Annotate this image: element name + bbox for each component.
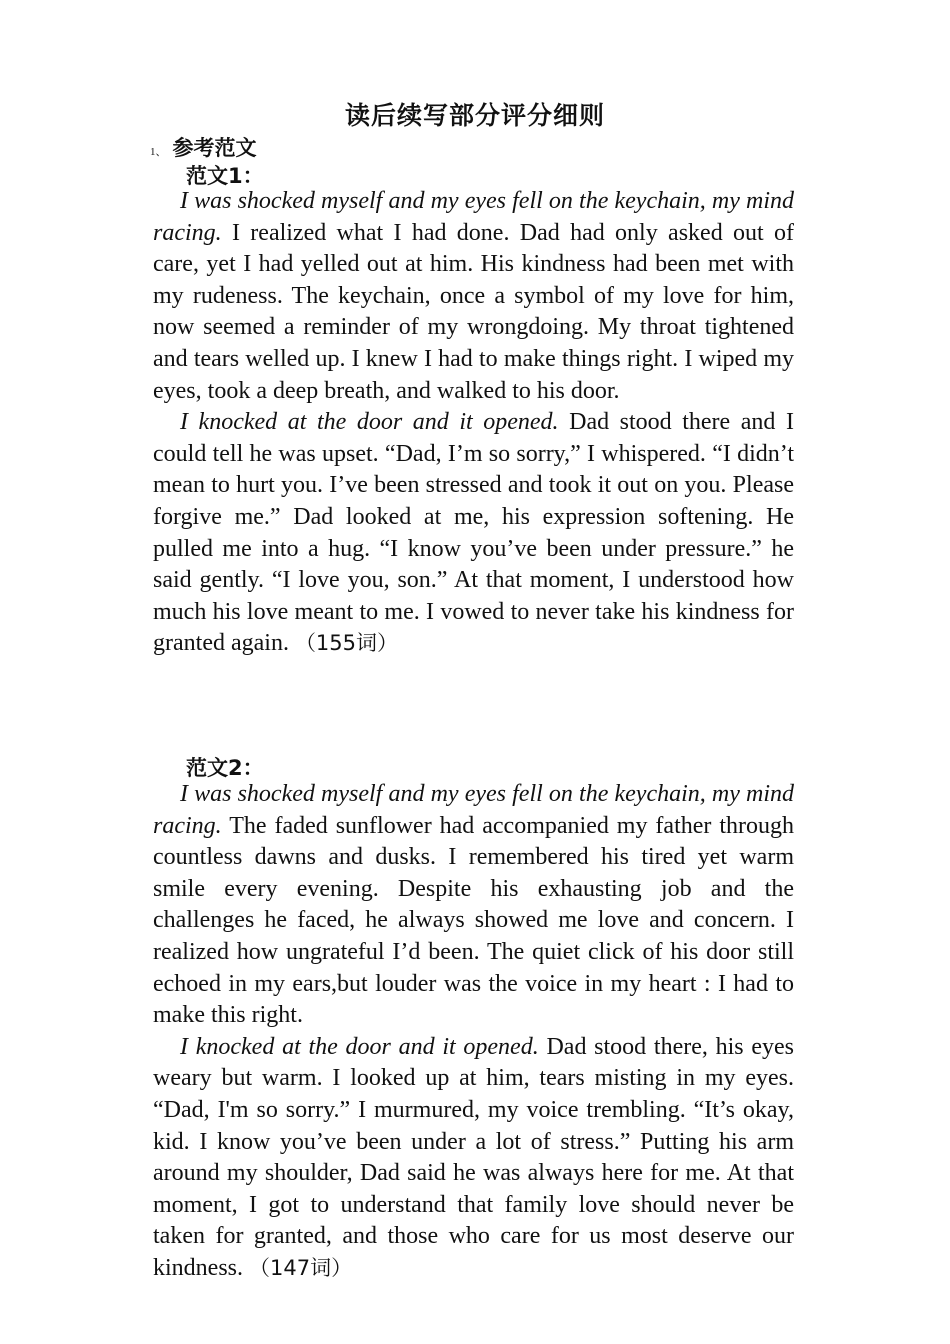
essay-2-paragraph-1-text: The faded sunflower had accompanied my father through countless dawns and dusks. I remembered his tired yet warm smile every evening. Despite his exhausting job and the challenges he faced, he always showed me love and concern. I realized how ungrateful I’d been. The quiet click of his door still echoed in my ears,but louder was the voice in my heart : I had to make this right. [153, 812, 794, 1029]
essay-2-paragraph-1-lead: I was shocked myself and my eyes fell on the keychain, my mind racing. [153, 781, 794, 839]
section-heading [150, 132, 257, 162]
section-heading-text: 参考范文 [172, 136, 257, 160]
essay-1-paragraph-2-lead: I knocked at the door and it opened. [180, 409, 559, 436]
essay-1-body [153, 186, 794, 660]
essay-1-label: 范文1： [186, 164, 264, 188]
essay-2-paragraph-2-lead: I knocked at the door and it opened. [180, 1033, 539, 1060]
essay-1-paragraph-1 [153, 186, 794, 407]
essay-2-paragraph-2-text: Dad stood there, his eyes weary but warm. I looked up at him, tears misting in my eyes. “Dad, I'm so sorry.” I murmured, my voice trembling. “It’s okay, kid. I know you’ve been under a lot of stress.” Putting his arm around my shoulder, Dad said he was always here for me. At that moment, I got to understand that family love should never be taken for granted, and those who care for us most deserve our kindness. [153, 1033, 794, 1281]
essay-1-word-count: （155词） [294, 631, 399, 656]
section-number: 1、 [150, 146, 167, 158]
essay-1-paragraph-1-lead: I was shocked myself and my eyes fell on the keychain, my mind racing. [153, 188, 794, 246]
essay-1-paragraph-2-text: Dad stood there and I could tell he was upset. “Dad, I’m so sorry,” I whispered. “I didn’t mean to hurt you. I’ve been stressed and took it out on you. Please forgive me.” Dad looked at me, his expression softening. He pulled me into a hug. “I know you’ve been under pressure.” he said gently. “I love you, son.” At that moment, I understood how much his love meant to me. I vowed to never take his kindness for granted again. [153, 409, 794, 657]
essay-2-body [153, 779, 794, 1285]
essay-2-paragraph-2 [153, 1032, 794, 1285]
essay-1-paragraph-1-text: I realized what I had done. Dad had only asked out of care, yet I had yelled out at him. His kindness had been met with my rudeness. The keychain, once a symbol of my love for him, now seemed a reminder of my wrongdoing. My throat tightened and tears welled up. I knew I had to make things right. I wiped my eyes, took a deep breath, and walked to his door. [153, 219, 794, 404]
page-title: 读后续写部分评分细则 [344, 101, 605, 130]
essay-2-label: 范文2： [186, 756, 264, 780]
essay-1-paragraph-2 [153, 407, 794, 660]
essay-2-paragraph-1 [153, 779, 794, 1032]
essay-2-word-count: （147词） [249, 1255, 353, 1280]
